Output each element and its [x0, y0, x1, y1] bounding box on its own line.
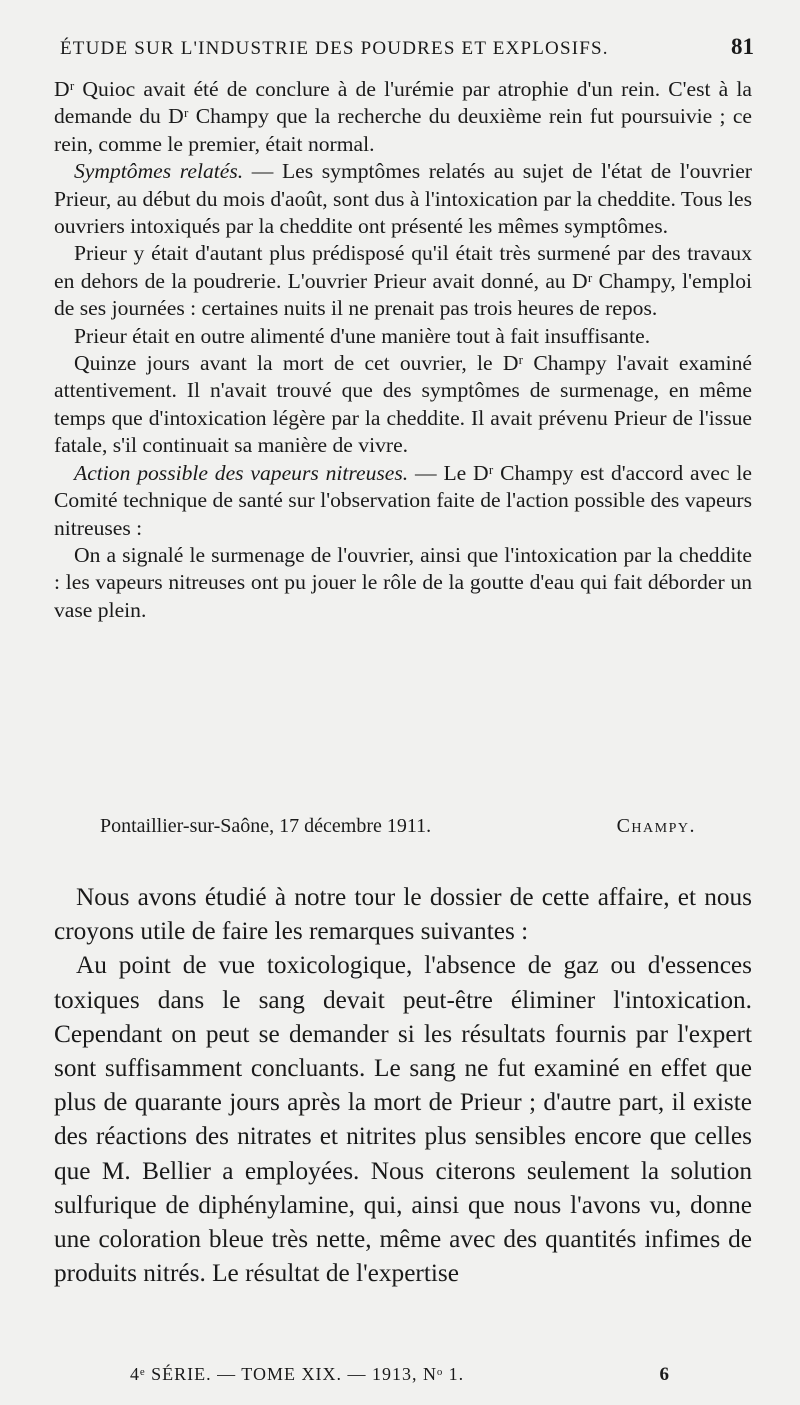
commentary-section [54, 880, 752, 1290]
page-number: 81 [731, 34, 754, 59]
report-paragraph-5: Quinze jours avant la mort de cet ouvrier, le Dʳ Champy l'avait examiné attentivement. Il n'avait trouvé que des symptômes de surmenage, en même temps que d'intoxication légère par la cheddite. Il avait prévenu Prieur de l'issue fatale, s'il continuait sa manière de vivre. [54, 351, 752, 458]
report-paragraph-7: On a signalé le surmenage de l'ouvrier, ainsi que l'intoxication par la cheddite : les vapeurs nitreuses ont pu jouer le rôle de la goutte d'eau qui fait déborder un vase plein. [54, 542, 752, 622]
report-signature [100, 815, 696, 838]
report-paragraph-6 [54, 460, 752, 542]
page-footer [130, 1364, 670, 1386]
run-in-heading-action: Action possible des vapeurs nitreuses. [74, 460, 409, 485]
series-info: 4ᵉ SÉRIE. — TOME XIX. — 1913, Nᵒ 1. [130, 1364, 465, 1384]
report-paragraph-2-text: — Les symptômes relatés au sujet de l'état de l'ouvrier Prieur, au début du mois d'août, sont dus à l'intoxication par la cheddite. Tous les ouvriers intoxiqués par la cheddite ont présenté les mêmes symptômes. [54, 159, 752, 239]
report-section [54, 76, 752, 624]
author-signature: Champy. [616, 815, 696, 837]
report-paragraph-2 [54, 158, 752, 240]
report-paragraph-3: Prieur y était d'autant plus prédisposé qu'il était très surmené par des travaux en dehors de la poudrerie. L'ouvrier Prieur avait donné, au Dʳ Champy, l'emploi de ses journées : certaines nuits il ne prenait pas trois heures de repos. [54, 241, 752, 321]
run-in-heading-symptoms: Symptômes relatés. [74, 159, 244, 184]
commentary-paragraph-1: Nous avons étudié à notre tour le dossier de cette affaire, et nous croyons utile de faire les remarques suivantes : [54, 883, 752, 946]
commentary-paragraph-2: Au point de vue toxicologique, l'absence de gaz ou d'essences toxiques dans le sang devait peut-être éliminer l'intoxication. Cependant on peut se demander si les résultats fournis par l'expert sont suffisamment concluants. Le sang ne fut examiné en effet que plus de quarante jours après la mort de Prieur ; d'autre part, il existe des réactions des nitrates et nitrites plus sensibles encore que celles que M. Bellier a employées. Nous citerons seulement la solution sulfurique de diphénylamine, qui, ainsi que nous l'avons vu, donne une coloration bleue très nette, même avec des quantités infimes de produits nitrés. Le résultat de l'expertise [54, 951, 752, 1288]
running-header [60, 34, 754, 74]
report-paragraph-6-text: — Le Dʳ Champy est d'accord avec le Comité technique de santé sur l'observation faite de l'action possible des vapeurs nitreuses : [54, 460, 752, 540]
place-date: Pontaillier-sur-Saône, 17 décembre 1911. [100, 815, 432, 837]
report-paragraph-1: Dʳ Quioc avait été de conclure à de l'urémie par atrophie d'un rein. C'est à la demande du Dʳ Champy que la recherche du deuxième rein fut poursuivie ; ce rein, comme le premier, était normal. [54, 77, 752, 156]
report-paragraph-4: Prieur était en outre alimenté d'une manière tout à fait insuffisante. [74, 323, 651, 348]
running-title: ÉTUDE SUR L'INDUSTRIE DES POUDRES ET EXPLOSIFS. [60, 38, 609, 59]
signature-number: 6 [659, 1364, 670, 1385]
